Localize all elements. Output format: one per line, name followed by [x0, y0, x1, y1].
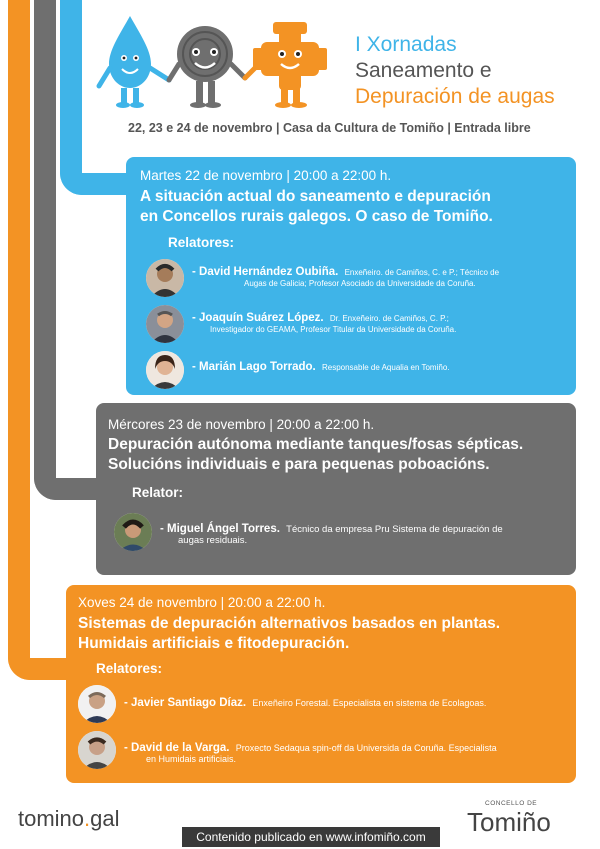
speaker-text	[192, 351, 449, 373]
gray-rail-connector	[34, 478, 104, 500]
gray-rail	[34, 0, 56, 500]
event-dates-venue: 22, 23 e 24 de novembro | Casa da Cultura de Tomiño | Entrada libre	[128, 121, 531, 135]
blue-rail	[60, 0, 82, 195]
speaker-text	[124, 731, 497, 765]
speaker-row	[78, 685, 568, 723]
site-name-part: tomino	[18, 806, 85, 831]
session-date: Mércores 23 de novembro | 20:00 a 22:00 h.	[108, 417, 375, 432]
site-tld: gal	[90, 806, 120, 831]
title-line-1: I Xornadas	[355, 33, 457, 56]
session-panel-thursday	[66, 585, 576, 783]
speaker-description-cont: en Humidais artificiais.	[146, 754, 237, 764]
speaker-name: - Miguel Ángel Torres.	[160, 523, 280, 535]
speaker-name: - Joaquín Suárez López.	[192, 312, 324, 324]
speaker-avatar	[78, 731, 116, 769]
title-line-2: Saneamento e	[355, 59, 492, 82]
speaker-description-cont: Augas de Galicia; Profesor Asociado da Universidade da Coruña.	[244, 279, 476, 288]
session-panel-wednesday	[96, 403, 576, 575]
speaker-description-cont: Investigador do GEAMA, Profesor Titular da Universidade da Coruña.	[210, 325, 457, 334]
speaker-avatar	[78, 685, 116, 723]
speaker-row	[146, 351, 566, 389]
speaker-description: Enxeñeiro. de Camiños, C. e P.; Técnico de	[344, 268, 500, 277]
relatores-label: Relator:	[132, 485, 184, 500]
pipe-mascot-icon	[245, 22, 327, 108]
speaker-name: - Marián Lago Torrado.	[192, 361, 316, 373]
session-title-line: Humidais artificiais e fitodepuración.	[78, 635, 350, 652]
tomino-website-link[interactable]	[18, 806, 120, 832]
speaker-description: Enxeñeiro Forestal. Especialista en sistema de Ecolagoas.	[252, 698, 487, 708]
orange-rail	[8, 0, 30, 680]
speaker-description: Responsable de Aqualia en Tomiño.	[321, 363, 450, 372]
speaker-text	[192, 259, 499, 289]
session-title-line: Solucións individuais e para pequenas poboacións.	[108, 456, 490, 473]
speaker-description-cont: augas residuais.	[178, 535, 248, 546]
speaker-row	[146, 259, 566, 297]
speaker-text	[192, 305, 456, 335]
session-title-line: Sistemas de depuración alternativos basados en plantas.	[78, 615, 501, 632]
session-title	[140, 187, 570, 227]
session-title-line: en Concellos rurais galegos. O caso de Tomiño.	[140, 208, 493, 225]
speaker-name: - David Hernández Oubiña.	[192, 266, 339, 278]
session-date: Xoves 24 de novembro | 20:00 a 22:00 h.	[78, 595, 326, 610]
speaker-row	[114, 513, 564, 551]
session-title	[78, 614, 574, 654]
speaker-row	[78, 731, 568, 769]
speaker-avatar	[146, 305, 184, 343]
speaker-name: - Javier Santiago Díaz.	[124, 697, 247, 709]
session-title-line: Depuración autónoma mediante tanques/fosas sépticas.	[108, 436, 524, 453]
session-title-line: A situación actual do saneamento e depuración	[140, 188, 491, 205]
speaker-row	[146, 305, 566, 343]
session-date: Martes 22 de novembro | 20:00 a 22:00 h.	[140, 168, 392, 183]
title-line-3: Depuración de augas	[355, 85, 555, 108]
published-banner: Contenido publicado en www.infomiño.com	[182, 827, 440, 847]
speaker-avatar	[114, 513, 152, 551]
event-title	[355, 32, 555, 110]
speaker-description: Dr. Enxeñeiro. de Camiños, C. P.;	[329, 314, 449, 323]
speaker-avatar	[146, 351, 184, 389]
concello-tomino-logo	[467, 800, 577, 840]
site-dot: .	[84, 806, 91, 831]
relatores-label: Relatores:	[168, 235, 235, 250]
speaker-name: - David de la Varga.	[124, 742, 230, 754]
mascots-illustration	[95, 12, 345, 112]
session-panel-tuesday	[126, 157, 576, 395]
water-drop-mascot-icon	[99, 16, 169, 108]
speaker-description: Técnico da empresa Pru Sistema de depuración de	[286, 524, 503, 535]
relatores-label: Relatores:	[96, 661, 163, 676]
speaker-avatar	[146, 259, 184, 297]
speaker-text	[124, 685, 486, 709]
speaker-text	[160, 513, 503, 546]
speaker-description: Proxecto Sedaqua spin-off da Universida da Coruña. Especialista	[235, 743, 497, 753]
session-title	[108, 435, 574, 475]
logo-small-text: CONCELLO DE	[485, 800, 538, 807]
logo-big-text: Tomiño	[467, 807, 551, 837]
manhole-mascot-icon	[169, 26, 245, 108]
